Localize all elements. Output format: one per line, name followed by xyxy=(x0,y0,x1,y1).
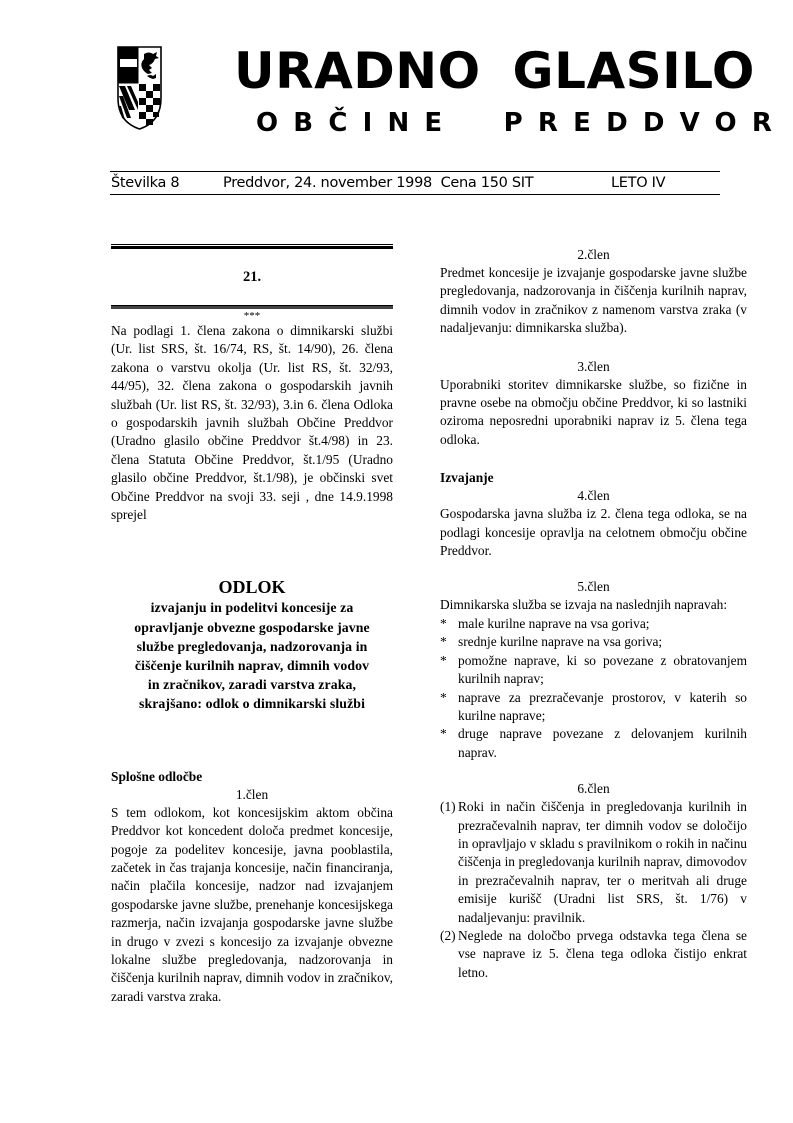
list-item xyxy=(440,652,747,689)
article-label: 2.člen xyxy=(577,247,610,262)
paragraph-list xyxy=(440,798,747,982)
paragraph-item xyxy=(440,927,747,982)
bullet-icon: * xyxy=(440,726,447,742)
list-item xyxy=(440,633,747,651)
decree-subtitle-line: in zračnikov, zaradi varstva zraka, xyxy=(147,677,357,693)
decree-subtitle-line: izvajanju in podelitvi koncesije za xyxy=(150,600,354,616)
paragraph-item xyxy=(440,798,747,927)
article-label: 1.člen xyxy=(235,786,269,802)
bullet-icon: * xyxy=(440,615,447,631)
decree-title: ODLOK xyxy=(218,577,286,598)
list-item-text: pomožne naprave, ki so povezane z obratovanjem kurilnih naprav; xyxy=(458,652,747,687)
double-rule xyxy=(111,244,393,249)
bullet-icon: * xyxy=(440,652,447,668)
paragraph-text: Neglede na določbo prvega odstavka tega člena se vse naprave iz 5. člena tega odloka čistijo enkrat letno. xyxy=(458,927,747,980)
column-right xyxy=(440,246,747,982)
document-number: 21. xyxy=(242,269,262,285)
section-heading: Splošne odločbe xyxy=(111,768,203,784)
list-item-text: druge naprave povezane z delovanjem kurilnih naprav. xyxy=(458,726,747,760)
decree-subtitle-line: službe pregledovanja, nadzorovanja in xyxy=(136,638,368,654)
device-list xyxy=(440,615,747,762)
article-text: S tem odlokom, kot koncesijskim aktom občina Preddvor kot koncedent določa predmet koncesije, pogoje za podelitev koncesije, javna pooblastila, začetek in čas trajanja koncesije, način financiranja, način plačila koncesije, nadzor nad izvajanjem gospodarske javne službe, prenehanje koncesijskega razmerja, način izvajanja gospodarske javne službe in drugo v zvezi s koncesijo za izvajanje obvezne lokalne službe pregledovanja, nadzorovanja in čiščenja kurilnih naprav, dimnih vodov in zračnikov, zaradi varstva zraka. xyxy=(111,804,393,1004)
issue-number: Številka 8 xyxy=(111,175,180,191)
article-label: 5.člen xyxy=(577,579,610,595)
article-text: Dimnikarska služba se izvaja na naslednjih napravah: xyxy=(440,597,728,613)
thick-rule xyxy=(111,305,393,309)
separator-stars: *** xyxy=(243,310,261,322)
decree-subtitle-line: opravljanje obvezne gospodarske javne xyxy=(134,619,370,635)
decree-subtitle xyxy=(111,598,393,713)
article-label: 4.člen xyxy=(577,488,610,504)
article-text: Uporabniki storitev dimnikarske službe, so fizične in pravne osebe na območju občine Preddvor, ki so lastniki oziroma neposredni uporabniki naprav iz 5. člena tega odloka. xyxy=(440,376,747,447)
section-heading: Izvajanje xyxy=(440,470,494,486)
article-label: 3.člen xyxy=(577,358,610,374)
article-label: 6.člen xyxy=(577,781,610,797)
publication-title: URADNO GLASILO xyxy=(234,42,755,100)
list-item-text: srednje kurilne naprave na vsa goriva; xyxy=(458,634,663,650)
preamble-text: Na podlagi 1. člena zakona o dimnikarski službi (Ur. list SRS, št. 16/74, RS, št. 14/90), 26. člena zakona o varstvu okolja (Ur. list RS, št. 32/93, 44/95), 32. člena zakona o gospodarskih javnih službah (Ur. list RS, št. 32/93), 3.in 6. člena Odloka o gospodarskih javnih službah Občine Preddvor (Uradno glasilo občine Preddvor št.4/98) in 23. člena Statuta Občine Preddvor, št.1/95 (Uradno glasilo občine Preddvor, št.1/98), je občinski svet Občine Preddvor na svoji 33. seji , dne 14.9.1998 sprejel xyxy=(111,323,393,523)
decree-subtitle-line: čiščenje kurilnih naprav, dimnih vodov xyxy=(134,658,370,674)
paragraph-marker: (2) xyxy=(440,927,456,943)
list-item xyxy=(440,725,747,762)
column-left xyxy=(111,244,393,1006)
list-item xyxy=(440,689,747,726)
place-date-price: Preddvor, 24. november 1998 Cena 150 SIT xyxy=(223,175,534,191)
bullet-icon: * xyxy=(440,634,447,650)
header-rule-top xyxy=(110,171,720,172)
volume-year: LETO IV xyxy=(611,175,666,191)
article-text: Gospodarska javna služba iz 2. člena tega odloka, se na podlagi koncesije opravlja na celotnem območju občine Preddvor. xyxy=(440,506,747,559)
bullet-icon: * xyxy=(440,689,447,705)
list-item-text: male kurilne naprave na vsa goriva; xyxy=(458,615,650,631)
publication-subtitle: OBČINE PREDDVOR xyxy=(256,108,788,138)
coat-of-arms-icon xyxy=(117,46,162,130)
paragraph-text: Roki in način čiščenja in pregledovanja kurilnih in prezračevalnih naprav, ter dimnih vodov se določijo in opravljajo v skladu s pravilnikom o rokih in načinu čiščenja in pregledovanja kurilnih naprav, dimovodov in prezračevalnih naprav, ter o meritvah ali druge emisije kurišč (Uradni list SRS, št. 1/76) v nadaljevanju: pravilnik. xyxy=(458,799,747,925)
list-item-text: naprave za prezračevanje prostorov, v katerih so kurilne naprave; xyxy=(458,689,747,723)
decree-subtitle-line: skrajšano: odlok o dimnikarski službi xyxy=(138,696,366,712)
list-item xyxy=(440,615,747,633)
article-text: Predmet koncesije je izvajanje gospodarske javne službe pregledovanja, nadzorovanja in čiščenja kurilnih naprav, dimnih vodov in zračnikov z namenom varstva zraka (v nadaljevanju: dimnikarska služba). xyxy=(440,265,747,336)
paragraph-marker: (1) xyxy=(440,799,456,815)
header-rule-bottom xyxy=(110,194,720,195)
